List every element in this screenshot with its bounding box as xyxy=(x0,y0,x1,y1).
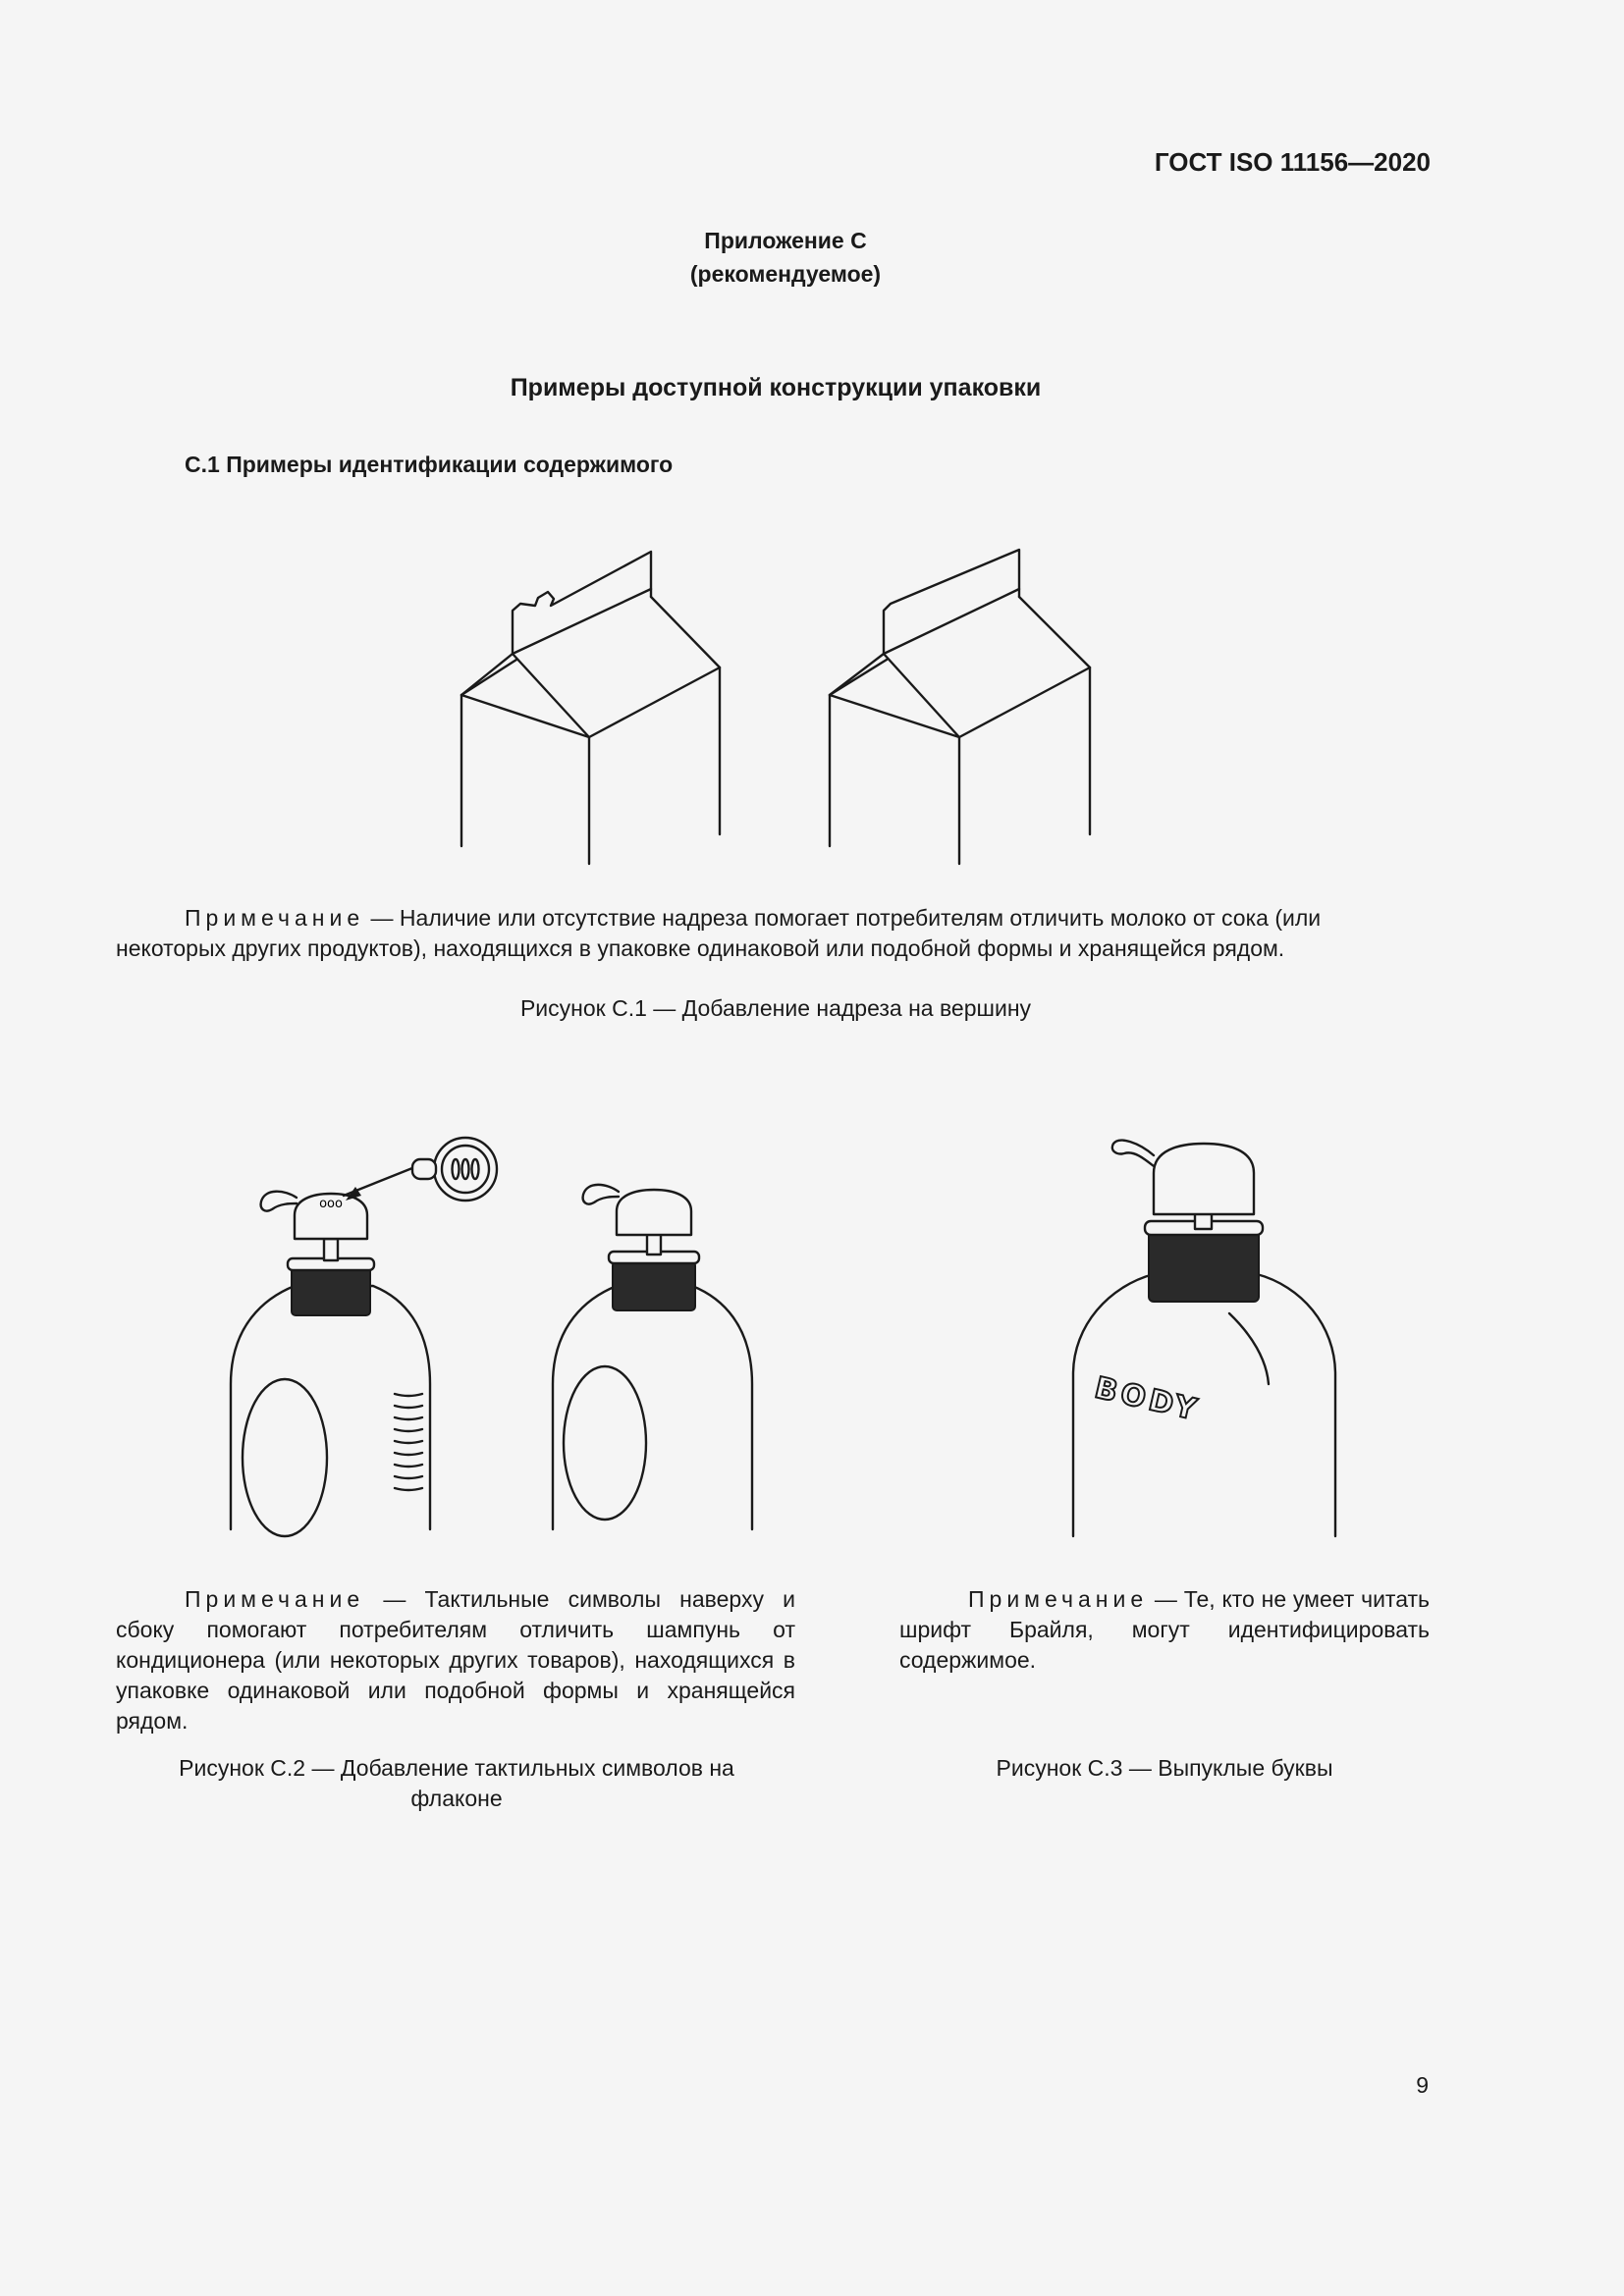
annex-status: (рекомендуемое) xyxy=(689,261,882,287)
figure1-note-label: Примечание xyxy=(185,905,365,931)
bottle-raised-letters-drawing xyxy=(1073,1141,1335,1536)
figure1-caption: Рисунок С.1 — Добавление надреза на вершину xyxy=(519,995,1032,1021)
bottle-plain-drawing xyxy=(553,1185,752,1529)
page-number: 9 xyxy=(1416,2072,1429,2098)
figure3-note-label: Примечание xyxy=(968,1586,1149,1612)
figure1-note-text: — Наличие или отсутствие надреза помогает потребителям отличить молоко от сока (или некоторых других продуктов), находящихся в упаковке одинаковой или подобной формы и хранящейся рядом. xyxy=(116,905,1322,961)
figure2-caption: Рисунок С.2 — Добавление тактильных символов на флаконе xyxy=(179,1755,734,1811)
figure2-note-label: Примечание xyxy=(185,1586,365,1612)
figure3-note xyxy=(899,1584,1430,1676)
subsection-title: Примеры идентификации содержимого xyxy=(226,452,674,477)
figure2-note-text: — Тактильные символы наверху и сбоку помогают потребителям отличить шампунь от кондиционера (или некоторых других товаров), находящихся в упаковке одинаковой или подобной формы и хранящейся рядом. xyxy=(116,1586,795,1734)
carton-without-notch-drawing xyxy=(830,550,1090,864)
section-title: Примеры доступной конструкции упаковки xyxy=(510,374,1042,401)
annex-title: Приложение С xyxy=(704,228,867,253)
carton-with-notch-drawing xyxy=(461,552,720,864)
figure3-caption: Рисунок С.3 — Выпуклые буквы xyxy=(996,1755,1333,1781)
embossed-letters: BODY xyxy=(1091,1370,1204,1428)
document-header-id: ГОСТ ISO 11156—2020 xyxy=(1154,147,1431,177)
subsection-number: С.1 xyxy=(185,452,220,477)
figure1-note xyxy=(116,903,1432,964)
bottle-with-tactile-symbols-drawing xyxy=(231,1138,497,1536)
figure2-note xyxy=(116,1584,795,1736)
figure3-note-text: — Те, кто не умеет читать шрифт Брайля, могут идентифицировать содержимое. xyxy=(899,1586,1430,1673)
svg-text:ooo: ooo xyxy=(319,1197,343,1211)
